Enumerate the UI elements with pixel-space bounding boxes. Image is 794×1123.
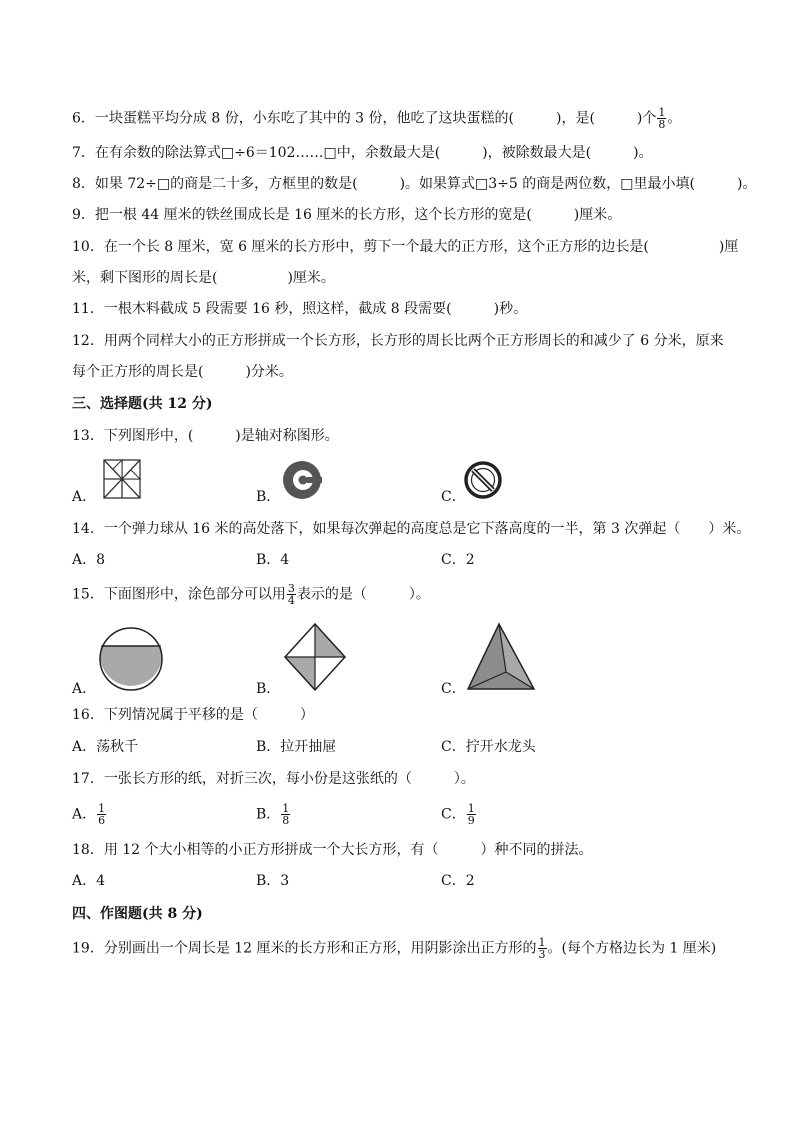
- q15-option-c-label: C．: [441, 681, 466, 697]
- question-16: 16．下列情况属于平移的是（ ）: [72, 707, 314, 723]
- no-entry-sign-figure: [464, 461, 502, 499]
- question-7: 7．在有余数的除法算式□÷6＝102……□中，余数最大是( )，被除数最大是( )。: [72, 145, 653, 161]
- shaded-rhombus-figure: [283, 622, 347, 692]
- q14-option-a: A．8: [72, 552, 106, 568]
- section-4-heading: 四、作图题(共 8 分): [72, 906, 203, 922]
- question-12-line1: 12．用两个同样大小的正方形拼成一个长方形，长方形的周长比两个正方形周长的和减少了 6 分米，原来: [72, 333, 724, 349]
- question-19: 19．分别画出一个周长是 12 厘米的长方形和正方形，用阴影涂出正方形的 $\frac{1}{3}$ 。(每个方格边长为 1 厘米): [72, 936, 717, 961]
- q15-fraction: $\frac{3}{4}$: [287, 582, 295, 607]
- pinwheel-figure: [103, 459, 141, 499]
- shaded-circle-figure: [98, 626, 164, 692]
- question-9: 9．把一根 44 厘米的铁丝围成长是 16 厘米的长方形，这个长方形的宽是( )厘米。: [72, 207, 622, 223]
- question-6: 6．一块蛋糕平均分成 8 份，小东吃了其中的 3 份，他吃了这块蛋糕的( )，是( )个 $\frac{1}{8}$ 。: [72, 106, 682, 131]
- q15-option-a-label: A．: [72, 681, 97, 697]
- question-15: 15．下面图形中，涂色部分可以用 $\frac{3}{4}$ 表示的是（ ）。: [72, 582, 430, 607]
- question-8: 8．如果 72÷□的商是二十多，方框里的数是( )。如果算式□3÷5 的商是两位数，□里最小填( )。: [72, 176, 757, 192]
- q13-option-b-label: B．: [256, 489, 281, 505]
- q6-text: 6．一块蛋糕平均分成 8 份，小东吃了其中的 3 份，他吃了这块蛋糕的( )，是( )个: [72, 110, 657, 127]
- q17-option-c-fraction: $\frac{1}{9}$: [467, 802, 475, 827]
- q17-option-b-fraction: $\frac{1}{8}$: [282, 802, 290, 827]
- question-10-line2: 米，剩下图形的周长是( )厘米。: [72, 270, 335, 286]
- bank-logo-figure: [282, 460, 322, 500]
- q16-option-a: A．荡秋千: [72, 739, 139, 755]
- question-18: 18．用 12 个大小相等的小正方形拼成一个大长方形，有（ ）种不同的拼法。: [72, 842, 593, 858]
- q6-fraction: $\frac{1}{8}$: [658, 106, 666, 131]
- q19-fraction: $\frac{1}{3}$: [538, 936, 546, 961]
- question-17: 17．一张长方形的纸，对折三次，每小份是这张纸的（ ）。: [72, 771, 475, 787]
- q15-option-b-label: B．: [256, 681, 281, 697]
- question-12-line2: 每个正方形的周长是( )分米。: [72, 364, 293, 380]
- q13-option-c-label: C．: [441, 489, 466, 505]
- q14-option-c: C．2: [441, 552, 475, 568]
- q14-option-b: B．4: [256, 552, 290, 568]
- question-11: 11．一根木料截成 5 段需要 16 秒，照这样，截成 8 段需要( )秒。: [72, 301, 528, 317]
- q17-option-a-fraction: $\frac{1}{6}$: [98, 802, 106, 827]
- section-3-heading: 三、选择题(共 12 分): [72, 396, 213, 412]
- q17-option-a: A． $\frac{1}{6}$: [72, 802, 106, 827]
- question-10-line1: 10．在一个长 8 厘米，宽 6 厘米的长方形中，剪下一个最大的正方形，这个正方形的边长是( )厘: [72, 239, 739, 255]
- q18-option-b: B．3: [256, 873, 290, 889]
- q13-option-a-label: A．: [72, 489, 97, 505]
- question-14: 14．一个弹力球从 16 米的高处落下，如果每次弹起的高度总是它下落高度的一半，第 3 次弹起（ ）米。: [72, 521, 751, 537]
- shaded-triangle-figure: [466, 622, 536, 692]
- q18-option-a: A．4: [72, 873, 106, 889]
- q16-option-c: C．拧开水龙头: [441, 739, 536, 755]
- q16-option-b: B．拉开抽屉: [256, 739, 337, 755]
- q17-option-c: C． $\frac{1}{9}$: [441, 802, 475, 827]
- q18-option-c: C．2: [441, 873, 475, 889]
- question-13: 13．下列图形中，( )是轴对称图形。: [72, 428, 339, 444]
- q17-option-b: B． $\frac{1}{8}$: [256, 802, 290, 827]
